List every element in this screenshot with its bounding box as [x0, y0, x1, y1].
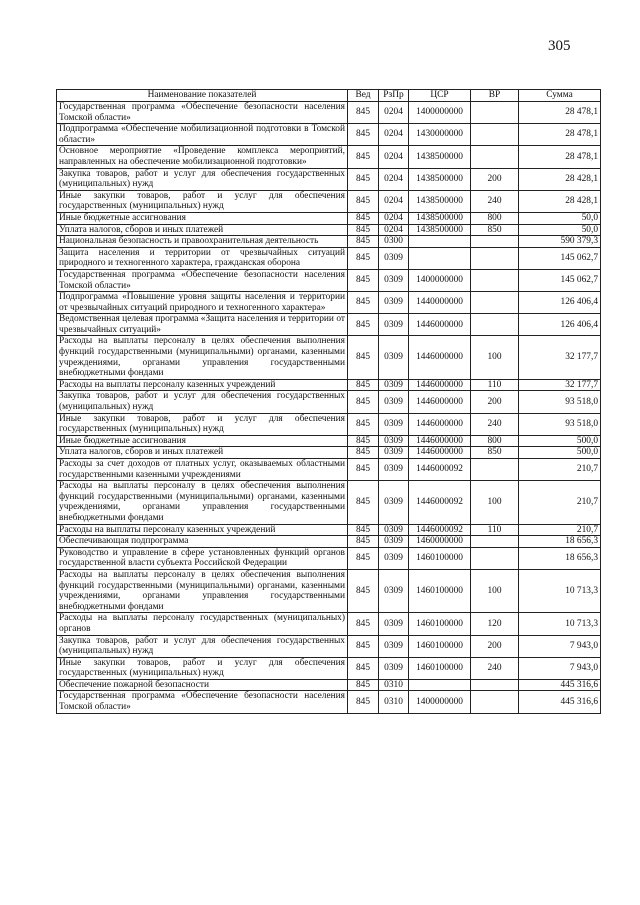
cell-name: Уплата налогов, сборов и иных платежей	[57, 224, 348, 236]
cell-sum: 145 062,7	[519, 247, 601, 269]
cell-sum: 210,7	[519, 481, 601, 524]
cell-name: Руководство и управление в сфере установленных функций органов государственной власти субъекта Российской Федерации	[57, 547, 348, 569]
cell-name: Закупка товаров, работ и услуг для обеспечения государственных (муниципальных) нужд	[57, 168, 348, 190]
cell-ved: 845	[348, 168, 379, 190]
cell-vr	[471, 124, 519, 146]
cell-vr: 100	[471, 569, 519, 612]
cell-vr: 200	[471, 635, 519, 657]
cell-rzpr: 0309	[379, 314, 409, 336]
cell-name: Защита населения и территории от чрезвычайных ситуаций природного и техногенного характера, гражданская оборона	[57, 247, 348, 269]
cell-ved: 845	[348, 524, 379, 536]
cell-csr: 1446000000	[409, 336, 471, 379]
cell-ved: 845	[348, 224, 379, 236]
cell-rzpr: 0309	[379, 435, 409, 447]
cell-ved: 845	[348, 269, 379, 291]
cell-sum: 18 656,3	[519, 536, 601, 548]
cell-sum: 210,7	[519, 524, 601, 536]
cell-ved: 845	[348, 212, 379, 224]
cell-name: Иные закупки товаров, работ и услуг для обеспечения государственных (муниципальных) нужд	[57, 657, 348, 679]
cell-vr	[471, 459, 519, 481]
table-row	[57, 269, 601, 291]
cell-name: Национальная безопасность и правоохранительная деятельность	[57, 236, 348, 248]
cell-csr	[409, 236, 471, 248]
cell-ved: 845	[348, 635, 379, 657]
table-row	[57, 524, 601, 536]
cell-csr: 1460100000	[409, 547, 471, 569]
cell-rzpr: 0204	[379, 146, 409, 168]
cell-vr	[471, 102, 519, 124]
table-row	[57, 435, 601, 447]
cell-rzpr: 0309	[379, 413, 409, 435]
table-row	[57, 481, 601, 524]
cell-vr	[471, 314, 519, 336]
table-row	[57, 168, 601, 190]
cell-name: Расходы на выплаты персоналу казенных учреждений	[57, 379, 348, 391]
table-row	[57, 314, 601, 336]
cell-ved: 845	[348, 190, 379, 212]
cell-csr: 1446000000	[409, 391, 471, 413]
table-row	[57, 124, 601, 146]
cell-rzpr: 0309	[379, 524, 409, 536]
cell-rzpr: 0309	[379, 391, 409, 413]
header-sum: Сумма	[519, 90, 601, 102]
page-number: 305	[548, 38, 571, 54]
cell-csr: 1446000000	[409, 413, 471, 435]
cell-rzpr: 0309	[379, 635, 409, 657]
cell-rzpr: 0309	[379, 459, 409, 481]
cell-rzpr: 0309	[379, 613, 409, 635]
cell-rzpr: 0309	[379, 481, 409, 524]
cell-sum: 126 406,4	[519, 292, 601, 314]
table-row	[57, 613, 601, 635]
table-row	[57, 459, 601, 481]
cell-name: Подпрограмма «Обеспечение мобилизационной подготовки в Томской области»	[57, 124, 348, 146]
cell-sum: 50,0	[519, 212, 601, 224]
cell-sum: 50,0	[519, 224, 601, 236]
table-header-row	[57, 90, 601, 102]
header-csr: ЦСР	[409, 90, 471, 102]
cell-sum: 10 713,3	[519, 569, 601, 612]
cell-name: Расходы на выплаты персоналу в целях обеспечения выполнения функций государственными (муниципальными) органами, казенными учреждениями, органами управления государственными внебюджетными фондами	[57, 481, 348, 524]
cell-ved: 845	[348, 102, 379, 124]
table-row	[57, 102, 601, 124]
cell-csr: 1446000092	[409, 524, 471, 536]
cell-name: Ведомственная целевая программа «Защита населения и территории от чрезвычайных ситуаций»	[57, 314, 348, 336]
cell-name: Закупка товаров, работ и услуг для обеспечения государственных (муниципальных) нужд	[57, 391, 348, 413]
cell-sum: 28 478,1	[519, 124, 601, 146]
cell-sum: 28 478,1	[519, 146, 601, 168]
cell-sum: 210,7	[519, 459, 601, 481]
cell-name: Иные бюджетные ассигнования	[57, 435, 348, 447]
cell-name: Обеспечивающая подпрограмма	[57, 536, 348, 548]
cell-ved: 845	[348, 447, 379, 459]
cell-csr: 1460100000	[409, 635, 471, 657]
cell-vr: 240	[471, 413, 519, 435]
cell-sum: 28 428,1	[519, 190, 601, 212]
cell-csr: 1460100000	[409, 657, 471, 679]
cell-vr: 800	[471, 435, 519, 447]
cell-rzpr: 0309	[379, 547, 409, 569]
cell-csr: 1460000000	[409, 536, 471, 548]
cell-vr: 850	[471, 224, 519, 236]
table-row	[57, 247, 601, 269]
cell-vr: 100	[471, 336, 519, 379]
cell-vr: 120	[471, 613, 519, 635]
table-row	[57, 391, 601, 413]
cell-name: Уплата налогов, сборов и иных платежей	[57, 447, 348, 459]
cell-vr	[471, 236, 519, 248]
header-name: Наименование показателей	[57, 90, 348, 102]
cell-sum: 93 518,0	[519, 413, 601, 435]
table-row	[57, 635, 601, 657]
cell-csr: 1430000000	[409, 124, 471, 146]
table-row	[57, 569, 601, 612]
cell-name: Расходы на выплаты персоналу в целях обеспечения выполнения функций государственными (муниципальными) органами, казенными учреждениями, органами управления государственными внебюджетными фондами	[57, 336, 348, 379]
cell-vr: 200	[471, 391, 519, 413]
cell-name: Расходы на выплаты персоналу государственных (муниципальных) органов	[57, 613, 348, 635]
cell-csr: 1438500000	[409, 168, 471, 190]
cell-rzpr: 0309	[379, 269, 409, 291]
cell-rzpr: 0204	[379, 190, 409, 212]
cell-sum: 500,0	[519, 435, 601, 447]
cell-csr: 1446000000	[409, 447, 471, 459]
table-row	[57, 212, 601, 224]
cell-ved: 845	[348, 613, 379, 635]
budget-table	[56, 89, 601, 714]
cell-vr: 200	[471, 168, 519, 190]
cell-rzpr: 0204	[379, 224, 409, 236]
cell-sum: 126 406,4	[519, 314, 601, 336]
cell-ved: 845	[348, 146, 379, 168]
cell-vr	[471, 146, 519, 168]
cell-vr: 850	[471, 447, 519, 459]
cell-ved: 845	[348, 391, 379, 413]
cell-sum: 28 478,1	[519, 102, 601, 124]
cell-sum: 590 379,3	[519, 236, 601, 248]
cell-ved: 845	[348, 247, 379, 269]
cell-sum: 93 518,0	[519, 391, 601, 413]
header-rzpr: РзПр	[379, 90, 409, 102]
cell-ved: 845	[348, 236, 379, 248]
cell-vr	[471, 691, 519, 713]
cell-ved: 845	[348, 379, 379, 391]
cell-name: Иные закупки товаров, работ и услуг для обеспечения государственных (муниципальных) нужд	[57, 190, 348, 212]
table-row	[57, 236, 601, 248]
table-row	[57, 547, 601, 569]
cell-csr: 1460100000	[409, 569, 471, 612]
cell-csr: 1400000000	[409, 102, 471, 124]
table-row	[57, 190, 601, 212]
cell-vr: 800	[471, 212, 519, 224]
cell-sum: 28 428,1	[519, 168, 601, 190]
cell-ved: 845	[348, 292, 379, 314]
cell-csr: 1446000092	[409, 459, 471, 481]
cell-csr	[409, 679, 471, 691]
table-row	[57, 292, 601, 314]
header-ved: Вед	[348, 90, 379, 102]
cell-sum: 18 656,3	[519, 547, 601, 569]
table-row	[57, 657, 601, 679]
cell-csr: 1446000000	[409, 435, 471, 447]
cell-sum: 145 062,7	[519, 269, 601, 291]
cell-vr	[471, 536, 519, 548]
cell-vr	[471, 679, 519, 691]
cell-vr	[471, 269, 519, 291]
cell-rzpr: 0309	[379, 292, 409, 314]
cell-sum: 10 713,3	[519, 613, 601, 635]
cell-ved: 845	[348, 679, 379, 691]
cell-vr	[471, 547, 519, 569]
cell-rzpr: 0309	[379, 336, 409, 379]
cell-name: Государственная программа «Обеспечение безопасности населения Томской области»	[57, 102, 348, 124]
cell-sum: 500,0	[519, 447, 601, 459]
table-row	[57, 224, 601, 236]
table-row	[57, 379, 601, 391]
cell-csr: 1460100000	[409, 613, 471, 635]
cell-csr: 1400000000	[409, 691, 471, 713]
cell-csr: 1446000000	[409, 314, 471, 336]
cell-sum: 32 177,7	[519, 379, 601, 391]
cell-csr: 1400000000	[409, 269, 471, 291]
cell-ved: 845	[348, 547, 379, 569]
cell-name: Государственная программа «Обеспечение безопасности населения Томской области»	[57, 691, 348, 713]
cell-rzpr: 0309	[379, 247, 409, 269]
cell-ved: 845	[348, 314, 379, 336]
cell-rzpr: 0309	[379, 536, 409, 548]
cell-csr	[409, 247, 471, 269]
table-row	[57, 536, 601, 548]
cell-sum: 7 943,0	[519, 635, 601, 657]
cell-rzpr: 0309	[379, 657, 409, 679]
cell-ved: 845	[348, 124, 379, 146]
cell-ved: 845	[348, 691, 379, 713]
cell-name: Иные закупки товаров, работ и услуг для обеспечения государственных (муниципальных) нужд	[57, 413, 348, 435]
cell-rzpr: 0204	[379, 168, 409, 190]
cell-ved: 845	[348, 569, 379, 612]
cell-ved: 845	[348, 413, 379, 435]
cell-csr: 1440000000	[409, 292, 471, 314]
cell-rzpr: 0310	[379, 691, 409, 713]
cell-ved: 845	[348, 657, 379, 679]
cell-rzpr: 0204	[379, 102, 409, 124]
cell-rzpr: 0310	[379, 679, 409, 691]
cell-csr: 1438500000	[409, 146, 471, 168]
cell-csr: 1438500000	[409, 190, 471, 212]
cell-vr	[471, 247, 519, 269]
cell-csr: 1446000092	[409, 481, 471, 524]
cell-vr: 240	[471, 657, 519, 679]
cell-ved: 845	[348, 336, 379, 379]
cell-name: Основное мероприятие «Проведение комплекса мероприятий, направленных на обеспечение мобилизационной подготовки»	[57, 146, 348, 168]
cell-rzpr: 0309	[379, 447, 409, 459]
cell-sum: 445 316,6	[519, 691, 601, 713]
cell-sum: 32 177,7	[519, 336, 601, 379]
cell-vr: 240	[471, 190, 519, 212]
cell-vr: 100	[471, 481, 519, 524]
table-row	[57, 447, 601, 459]
cell-name: Обеспечение пожарной безопасности	[57, 679, 348, 691]
cell-ved: 845	[348, 435, 379, 447]
cell-ved: 845	[348, 459, 379, 481]
cell-vr	[471, 292, 519, 314]
cell-sum: 7 943,0	[519, 657, 601, 679]
cell-name: Иные бюджетные ассигнования	[57, 212, 348, 224]
table-row	[57, 691, 601, 713]
table-row	[57, 413, 601, 435]
cell-rzpr: 0309	[379, 379, 409, 391]
cell-csr: 1446000000	[409, 379, 471, 391]
cell-vr: 110	[471, 379, 519, 391]
cell-rzpr: 0204	[379, 212, 409, 224]
cell-ved: 845	[348, 536, 379, 548]
table-row	[57, 146, 601, 168]
cell-name: Расходы на выплаты персоналу казенных учреждений	[57, 524, 348, 536]
cell-rzpr: 0300	[379, 236, 409, 248]
cell-name: Расходы на выплаты персоналу в целях обеспечения выполнения функций государственными (муниципальными) органами, казенными учреждениями, органами управления государственными внебюджетными фондами	[57, 569, 348, 612]
cell-csr: 1438500000	[409, 224, 471, 236]
cell-ved: 845	[348, 481, 379, 524]
cell-name: Государственная программа «Обеспечение безопасности населения Томской области»	[57, 269, 348, 291]
header-vr: ВР	[471, 90, 519, 102]
cell-name: Подпрограмма «Повышение уровня защиты населения и территории от чрезвычайных ситуаций природного и техногенного характера»	[57, 292, 348, 314]
cell-sum: 445 316,6	[519, 679, 601, 691]
cell-rzpr: 0204	[379, 124, 409, 146]
cell-name: Расходы за счет доходов от платных услуг, оказываемых областными государственными казенными учреждениями	[57, 459, 348, 481]
cell-vr: 110	[471, 524, 519, 536]
cell-rzpr: 0309	[379, 569, 409, 612]
table-row	[57, 336, 601, 379]
table-row	[57, 679, 601, 691]
cell-csr: 1438500000	[409, 212, 471, 224]
cell-name: Закупка товаров, работ и услуг для обеспечения государственных (муниципальных) нужд	[57, 635, 348, 657]
